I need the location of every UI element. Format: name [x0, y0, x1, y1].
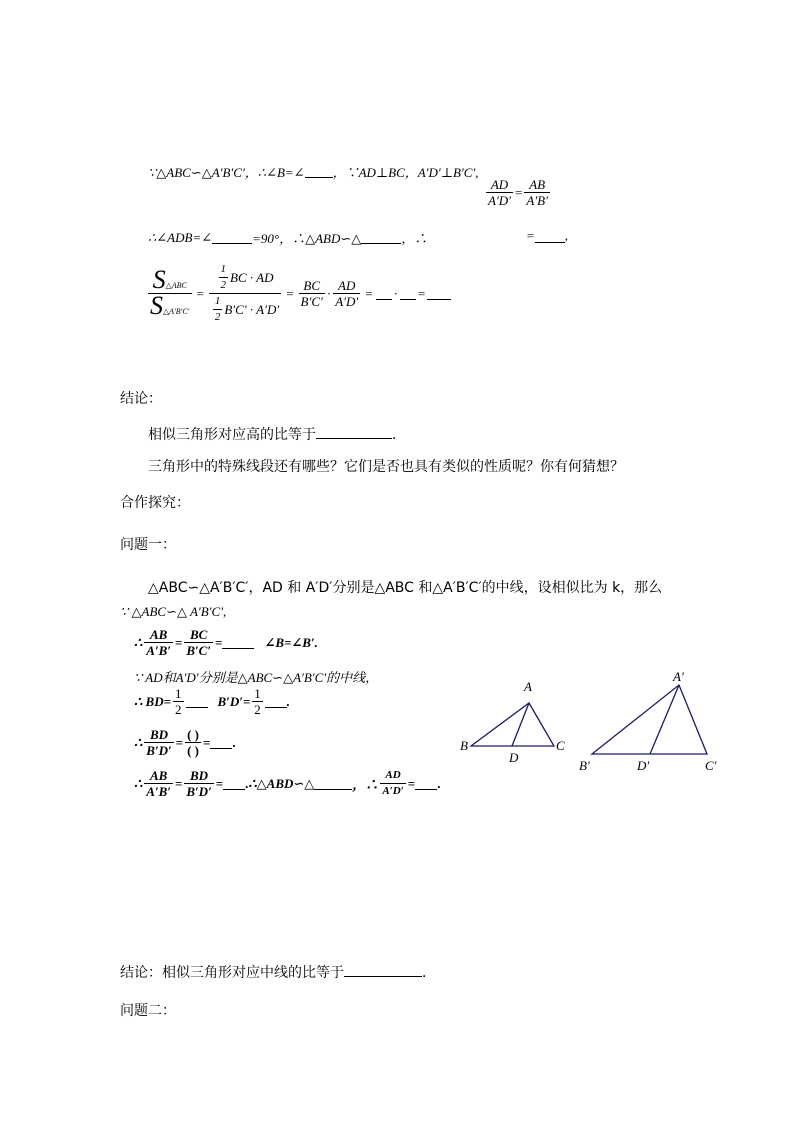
proof-line-1 — [148, 162, 479, 181]
step-5: ∴ $\frac{BD}{B'D'}$ = $\frac{( )}{( )}$ = . — [134, 727, 236, 758]
label-c: C — [556, 738, 565, 753]
step-6: ∴ $\frac{AB}{A'B'}$ = $\frac{BD}{B'D'}$ = . ∴△ABD∽△ ，∴ $\frac{AD}{A'D'}$ = . — [134, 768, 441, 799]
blank[interactable] — [376, 287, 392, 300]
step-4: ∴ BD= $\frac{1}{2}$ B′D′= $\frac{1}{2}$ . — [134, 686, 291, 717]
proof-line-2 — [148, 228, 427, 247]
triangles-figure — [455, 670, 745, 780]
problem-2-heading: 问题二： — [120, 1003, 176, 1019]
triangle-abc-prime — [592, 685, 707, 754]
step-1: ∵ △ABC∽△ A′B′C′, — [120, 604, 227, 619]
proof-line-2-c: ，∴ — [401, 231, 428, 246]
blank[interactable] — [222, 636, 254, 649]
label-c-prime: C′ — [705, 758, 717, 773]
label-d: D — [509, 750, 519, 765]
half-fraction: $\frac{1}{2}$ BC · AD $\frac{1}{2}$ B′C′ · A′D′ — [209, 262, 281, 325]
problem-1-heading: 问题一： — [120, 537, 176, 553]
label-a-prime: A′ — [673, 670, 684, 684]
blank[interactable] — [535, 230, 565, 243]
blank[interactable] — [223, 777, 245, 790]
question-text: 三角形中的特殊线段还有哪些？它们是否也具有类似的性质呢？你有何猜想？ — [148, 459, 624, 475]
label-b: B — [460, 738, 468, 753]
blank[interactable] — [400, 287, 416, 300]
proof-line-1-a: ∵△ABC∽△A′B′C′，∴∠B=∠ — [148, 165, 305, 180]
blank[interactable] — [316, 426, 392, 439]
label-d-prime: D′ — [637, 758, 650, 773]
triangle-abc — [471, 703, 554, 746]
step-2: ∴ $\frac{AB}{A'B'}$ = $\frac{BC}{B'C'}$ = ∠B=∠B′. — [134, 627, 318, 658]
label-b-prime: B′ — [579, 758, 590, 773]
conclusion-heading: 结论： — [120, 391, 162, 407]
ratio-ad-ab: $\frac{AD}{A'D'}$ = $\frac{AB}{A'B'}$ — [488, 177, 548, 208]
label-a: A — [524, 679, 532, 694]
blank[interactable] — [265, 695, 287, 708]
blank[interactable] — [305, 165, 333, 178]
area-ratio: $\frac{\text{S△ABC}}{S\triangle A'B'C'}$ = $\frac{1}{2}$ BC · AD $\frac{1}{2}$ B′C′ · A′D′ = $\frac{BC}{B'C'}$ · $\frac{AD}{A'D'}$ = · = — [146, 262, 451, 325]
proof-line-2-b: =90°，∴△ABD∽△ — [252, 231, 362, 246]
blank[interactable] — [361, 231, 401, 244]
conclusion-1: 相似三角形对应高的比等于 ． — [148, 427, 406, 443]
conclusion-2: 结论：相似三角形对应中线的比等于 ． — [120, 965, 436, 981]
blank[interactable] — [427, 287, 451, 300]
blank[interactable] — [314, 777, 352, 790]
fraction: $\frac{AD}{A'D'}$ — [488, 177, 512, 208]
step-3: ∵ AD和A′D′分别是△ABC∽△A′B′C′的中线， — [134, 670, 379, 685]
proof-line-2-a: ∴∠ADB=∠ — [148, 229, 213, 245]
proof-line-2-tail: = , — [526, 228, 569, 243]
blank[interactable] — [212, 231, 252, 244]
blank[interactable] — [186, 695, 208, 708]
blank[interactable] — [344, 964, 422, 977]
blank[interactable] — [210, 736, 232, 749]
area-fraction: $\frac{\text{S△ABC}}{S\triangle A'B'C'}$ — [150, 265, 190, 320]
problem-1-statement: △ABC∽△A′B′C′，AD 和 A′D′分别是△ABC 和△A′B′C′的中线，设相似比为 k，那么 — [148, 580, 663, 596]
median-ad-prime — [650, 685, 679, 754]
proof-line-1-b: ，∵AD⊥BC，A′D′⊥B′C′, — [332, 165, 479, 180]
blank[interactable] — [415, 777, 437, 790]
cooperation-heading: 合作探究： — [120, 495, 190, 511]
fraction: $\frac{AB}{A'B'}$ — [526, 177, 548, 208]
